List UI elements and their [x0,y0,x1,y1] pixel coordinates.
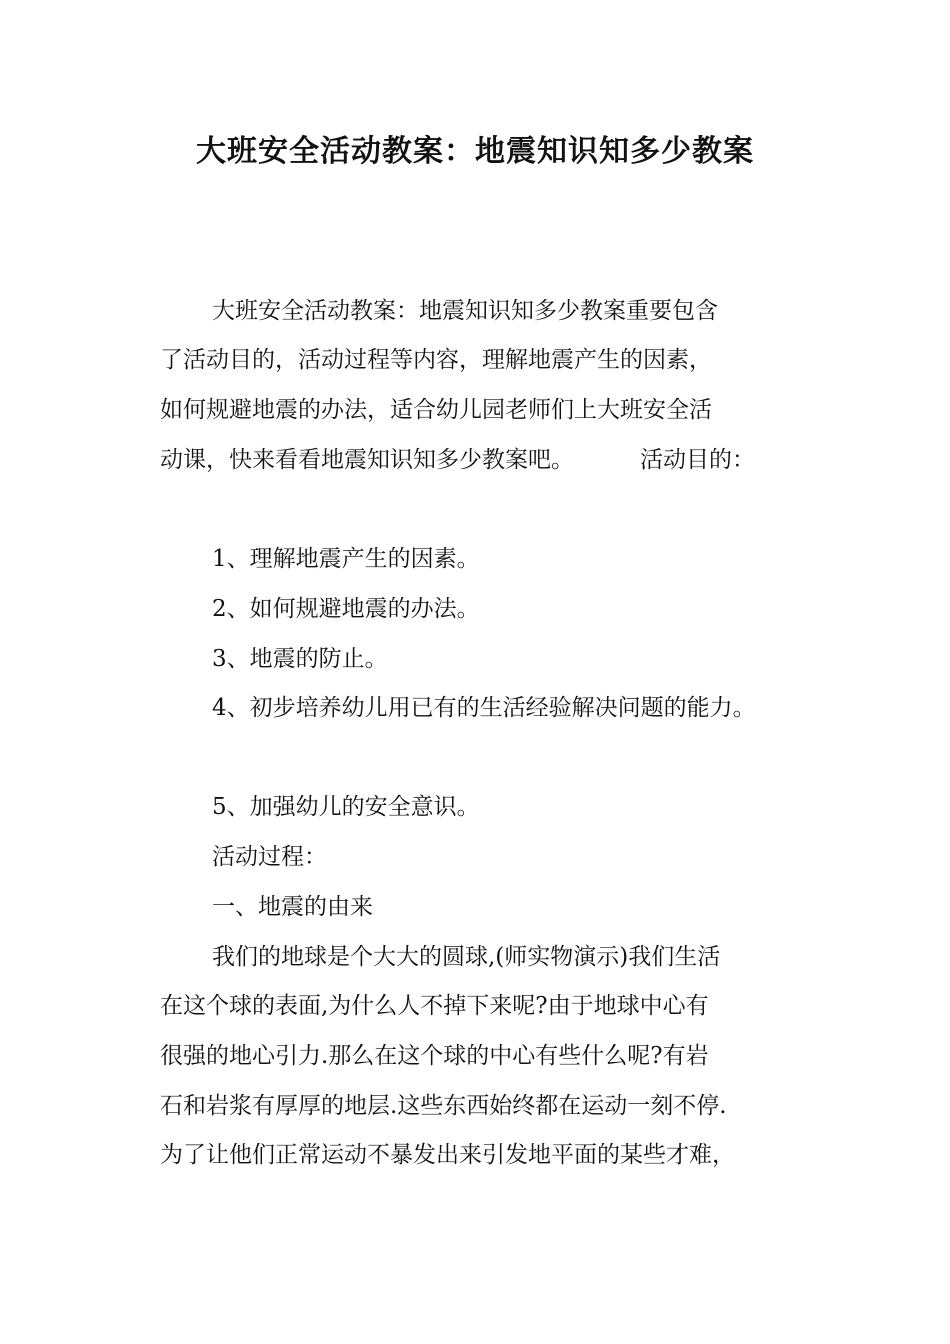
intro-line: 大班安全活动教案：地震知识知多少教案重要包含 [212,298,718,324]
body-line: 石和岩浆有厚厚的地层.这些东西始终都在运动一刻不停. [160,1093,727,1119]
goal-item: 3、地震的防止。 [212,646,388,672]
process-heading: 活动过程： [212,844,327,870]
section-heading: 一、地震的由来 [212,894,373,920]
goal-item: 2、如何规避地震的办法。 [212,596,480,622]
intro-line: 如何规避地震的办法，适合幼儿园老师们上大班安全活 [160,397,712,423]
document-title: 大班安全活动教案：地震知识知多少教案 [196,134,754,169]
body-line: 我们的地球是个大大的圆球,(师实物演示)我们生活 [212,944,721,970]
intro-line-with-heading [160,443,755,477]
goal-item: 5、加强幼儿的安全意识。 [212,794,480,820]
goals-heading: 活动目的： [640,447,755,473]
intro-line: 动课，快来看看地震知识知多少教案吧。 [160,447,574,473]
intro-line: 了活动目的，活动过程等内容，理解地震产生的因素， [160,347,712,373]
goal-item: 1、理解地震产生的因素。 [212,546,480,572]
body-line: 为了让他们正常运动不暴发出来引发地平面的某些才难， [160,1142,735,1168]
goal-item: 4、初步培养幼儿用已有的生活经验解决问题的能力。 [212,695,756,721]
body-line: 很强的地心引力.那么在这个球的中心有些什么呢?有岩 [160,1043,709,1069]
body-line: 在这个球的表面,为什么人不掉下来呢?由于地球中心有 [160,993,709,1019]
